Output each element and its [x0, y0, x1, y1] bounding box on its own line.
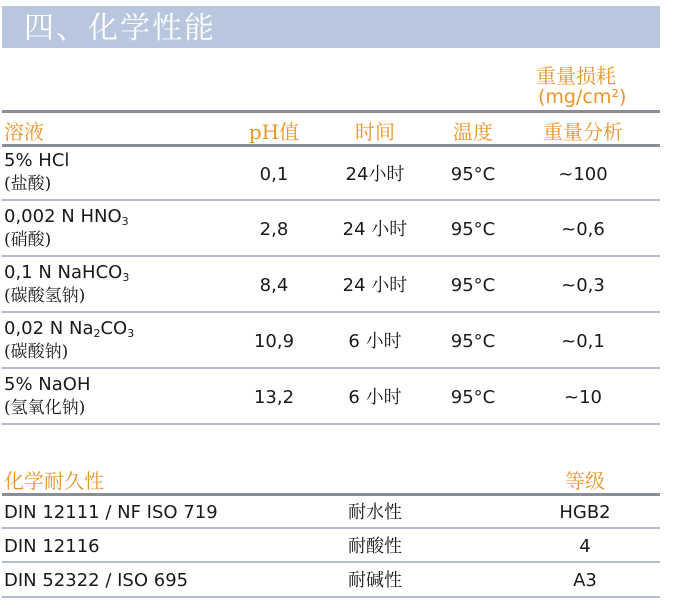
solution-name: (硝酸): [4, 230, 52, 250]
table-bottom-rule: [2, 423, 660, 425]
durability-heading: 化学耐久性: [4, 469, 104, 493]
grade-value: 4: [579, 536, 591, 557]
col-header-time: 时间: [355, 120, 395, 144]
time-value: 24小时: [345, 164, 405, 185]
weight-value: ~10: [564, 387, 602, 408]
row-divider: [2, 367, 660, 369]
solution-formula: 0,1 N NaHCO$_3$: [4, 262, 130, 284]
col-header-ph: pH值: [248, 120, 300, 144]
solution-name: (碳酸氢钠): [4, 286, 86, 306]
standard-name: DIN 12116: [4, 536, 100, 557]
weight-loss-heading: 重量损耗: [536, 64, 616, 88]
section-title-bar: [2, 6, 660, 48]
property-name: 耐碱性: [348, 570, 402, 591]
col-header-weight: 重量分析: [543, 120, 623, 144]
ph-value: 13,2: [253, 387, 295, 408]
row-divider: [2, 255, 660, 257]
time-value: 6 小时: [348, 331, 402, 352]
ph-value: 8,4: [259, 275, 289, 296]
solution-name: (碳酸钠): [4, 342, 69, 362]
grade-value: A3: [573, 570, 597, 591]
solution-formula: 5% HCl: [4, 150, 70, 171]
temp-value: 95°C: [450, 387, 496, 408]
weight-value: ~0,6: [561, 219, 605, 240]
solution-name: (氢氧化钠): [4, 398, 86, 418]
solution-name: (盐酸): [4, 174, 52, 194]
ph-value: 10,9: [253, 331, 295, 352]
grade-heading: 等级: [565, 469, 605, 493]
ph-value: 2,8: [259, 219, 289, 240]
weight-loss-unit: (mg/cm²): [538, 86, 627, 108]
weight-value: ~0,1: [561, 331, 605, 352]
weight-value: ~0,3: [561, 275, 605, 296]
row-divider: [2, 199, 660, 201]
time-value: 24 小时: [342, 219, 408, 240]
row-divider: [2, 561, 660, 563]
property-name: 耐水性: [348, 502, 402, 523]
solution-formula: 5% NaOH: [4, 374, 91, 395]
property-name: 耐酸性: [348, 536, 402, 557]
durability-top-rule: [2, 493, 660, 496]
table-bottom-rule: [2, 596, 660, 598]
temp-value: 95°C: [450, 219, 496, 240]
weight-value: ~100: [558, 164, 608, 185]
temp-value: 95°C: [450, 164, 496, 185]
header-bottom-rule: [2, 144, 660, 147]
header-top-rule: [2, 110, 660, 113]
time-value: 24 小时: [342, 275, 408, 296]
section-title: 四、化学性能: [24, 11, 216, 46]
time-value: 6 小时: [348, 387, 402, 408]
col-header-temp: 温度: [453, 120, 493, 144]
temp-value: 95°C: [450, 275, 496, 296]
col-header-solution: 溶液: [4, 120, 44, 144]
grade-value: HGB2: [559, 502, 611, 523]
temp-value: 95°C: [450, 331, 496, 352]
ph-value: 0,1: [259, 164, 289, 185]
standard-name: DIN 12111 / NF ISO 719: [4, 502, 218, 523]
standard-name: DIN 52322 / ISO 695: [4, 570, 189, 591]
solution-formula: 0,02 N $Na_2CO_3$: [4, 318, 135, 340]
solution-formula: 0,002 N $HNO_3$: [4, 206, 129, 228]
row-divider: [2, 527, 660, 529]
row-divider: [2, 311, 660, 313]
